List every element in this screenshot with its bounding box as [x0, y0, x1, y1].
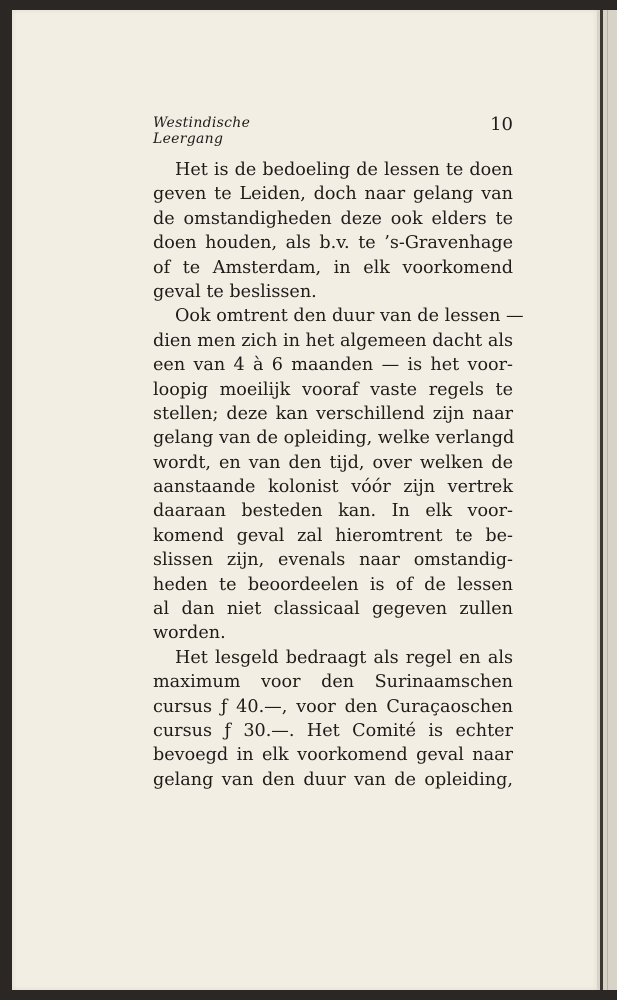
text-line: heden te beoordeelen is of de lessen — [153, 574, 513, 595]
paragraph-1 — [153, 158, 513, 304]
paragraph-3 — [153, 646, 513, 792]
text-line: worden. — [153, 623, 226, 644]
running-head — [153, 115, 250, 147]
page-number: 10 — [490, 114, 513, 135]
running-head-line-1: Westindische — [153, 115, 251, 131]
text-line: wordt, en van den tijd, over welken de — [153, 452, 513, 473]
text-line: Het lesgeld bedraagt als regel en als — [175, 647, 513, 668]
text-line: stellen; deze kan verschillend zijn naar — [153, 403, 513, 424]
running-head-line-2: Leergang — [153, 131, 224, 147]
body-text — [153, 158, 524, 792]
text-line: bevoegd in elk voorkomend geval naar — [153, 745, 513, 766]
text-line: komend geval zal hieromtrent te be- — [153, 525, 513, 546]
text-line: de omstandigheden deze ook elders te — [153, 208, 513, 229]
text-line: of te Amsterdam, in elk voorkomend — [153, 257, 513, 278]
text-line: maximum voor den Surinaamschen — [153, 672, 513, 693]
text-line: geven te Leiden, doch naar gelang van — [153, 184, 513, 205]
page-edge — [597, 10, 617, 990]
text-line: cursus ƒ 40.—, voor den Curaçaoschen — [153, 696, 513, 717]
text-line: cursus ƒ 30.—. Het Comité is echter — [153, 720, 513, 741]
text-line: daaraan besteden kan. In elk voor- — [153, 501, 513, 522]
page-header — [153, 115, 513, 155]
text-line: geval te beslissen. — [153, 281, 317, 302]
text-line: Ook omtrent den duur van de lessen — — [175, 306, 524, 327]
text-line: Het is de bedoeling de lessen te doen — [175, 160, 513, 180]
paragraph-2 — [153, 304, 524, 645]
text-line: gelang van de opleiding, welke verlangd — [153, 428, 515, 449]
text-line: doen houden, als b.v. te ’s-Gravenhage — [153, 233, 513, 254]
text-line: een van 4 à 6 maanden — is het voor- — [153, 355, 513, 376]
text-line: dien men zich in het algemeen dacht als — [153, 330, 513, 351]
text-line: al dan niet classicaal gegeven zullen — [153, 599, 513, 620]
text-line: aanstaande kolonist vóór zijn vertrek — [153, 477, 513, 498]
text-line: slissen zijn, evenals naar omstandig- — [153, 550, 513, 571]
text-line: gelang van den duur van de opleiding, — [153, 769, 513, 790]
text-line: loopig moeilijk vooraf vaste regels te — [153, 379, 513, 400]
